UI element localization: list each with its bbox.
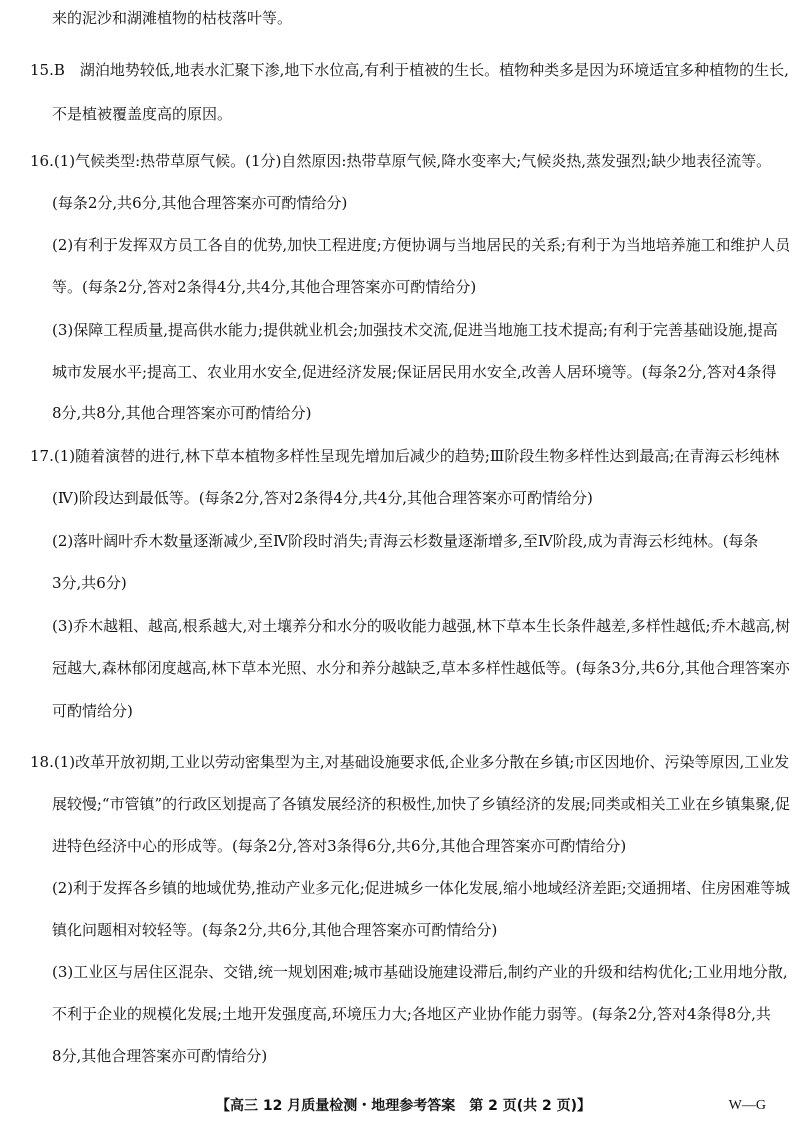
text-line: 不利于企业的规模化发展;土地开发强度高,环境压力大;各地区产业协作能力弱等。(每条2分,答对4条得8分,共 — [52, 1005, 771, 1023]
text-line: 等。(每条2分,答对2条得4分,共4分,其他合理答案亦可酌情给分) — [52, 278, 477, 296]
text-line: 可酌情给分) — [52, 702, 133, 720]
text-line: (2)有利于发挥双方员工各自的优势,加快工程进度;方便协调与当地居民的关系;有利于为当地培养施工和维护人员 — [52, 236, 791, 254]
text-line: (3)乔木越粗、越高,根系越大,对土壤养分和水分的吸收能力越强,林下草本生长条件越差,多样性越低;乔木越高,树 — [52, 617, 791, 635]
text-line: 进特色经济中心的形成等。(每条2分,答对3条得6分,共6分,其他合理答案亦可酌情给分) — [52, 837, 627, 855]
text-line: 展较慢;“市管镇”的行政区划提高了各镇发展经济的积极性,加快了乡镇经济的发展;同类或相关工业在乡镇集聚,促 — [52, 795, 791, 813]
text-line: 城市发展水平;提高工、农业用水安全,促进经济发展;保证居民用水安全,改善人居环境等。(每条2分,答对4条得 — [52, 363, 777, 381]
text-line: (3)保障工程质量,提高供水能力;提供就业机会;加强技术交流,促进当地施工技术提高;有利于完善基础设施,提高 — [52, 321, 778, 339]
text-line: 16.(1)气候类型:热带草原气候。(1分)自然原因:热带草原气候,降水变率大;气候炎热,蒸发强烈;缺少地表径流等。 — [30, 152, 772, 170]
text-line: 镇化问题相对较轻等。(每条2分,共6分,其他合理答案亦可酌情给分) — [52, 921, 498, 939]
text-line: (每条2分,共6分,其他合理答案亦可酌情给分) — [52, 194, 348, 212]
text-line: (3)工业区与居住区混杂、交错,统一规划困难;城市基础设施建设滞后,制约产业的升级和结构优化;工业用地分散, — [52, 963, 788, 981]
text-line: 15.B 湖泊地势较低,地表水汇聚下渗,地下水位高,有利于植被的生长。植物种类多是因为环境适宜多种植物的生长, — [30, 61, 789, 79]
text-line: (Ⅳ)阶段达到最低等。(每条2分,答对2条得4分,共4分,其他合理答案亦可酌情给分) — [52, 489, 593, 507]
text-line: 8分,其他合理答案亦可酌情给分) — [52, 1047, 268, 1065]
text-line: 8分,共8分,其他合理答案亦可酌情给分) — [52, 404, 312, 422]
text-line: (2)落叶阔叶乔木数量逐渐减少,至Ⅳ阶段时消失;青海云杉数量逐渐增多,至Ⅳ阶段,成为青海云杉纯林。(每条 — [52, 532, 759, 550]
text-line: (2)利于发挥各乡镇的地域优势,推动产业多元化;促进城乡一体化发展,缩小地域经济差距;交通拥堵、住房困难等城 — [52, 879, 790, 897]
footer-code: W—G — [728, 1098, 766, 1113]
text-line: 不是植被覆盖度高的原因。 — [52, 105, 233, 123]
text-line: 3分,共6分) — [52, 574, 127, 592]
page-footer — [0, 1094, 800, 1118]
text-line: 来的泥沙和湖滩植物的枯枝落叶等。 — [52, 9, 293, 27]
text-line: 18.(1)改革开放初期,工业以劳动密集型为主,对基础设施要求低,企业多分散在乡镇;市区因地价、污染等原因,工业发 — [30, 753, 790, 771]
text-line: 冠越大,森林郁闭度越高,林下草本光照、水分和养分越缺乏,草本多样性越低等。(每条3分,共6分,其他合理答案亦 — [52, 659, 790, 677]
footer-title: 【高三 12 月质量检测・地理参考答案 第 2 页(共 2 页)】 — [216, 1098, 592, 1114]
text-line: 17.(1)随着演替的进行,林下草本植物多样性呈现先增加后减少的趋势;Ⅲ阶段生物多样性达到最高;在青海云杉纯林 — [30, 447, 780, 465]
